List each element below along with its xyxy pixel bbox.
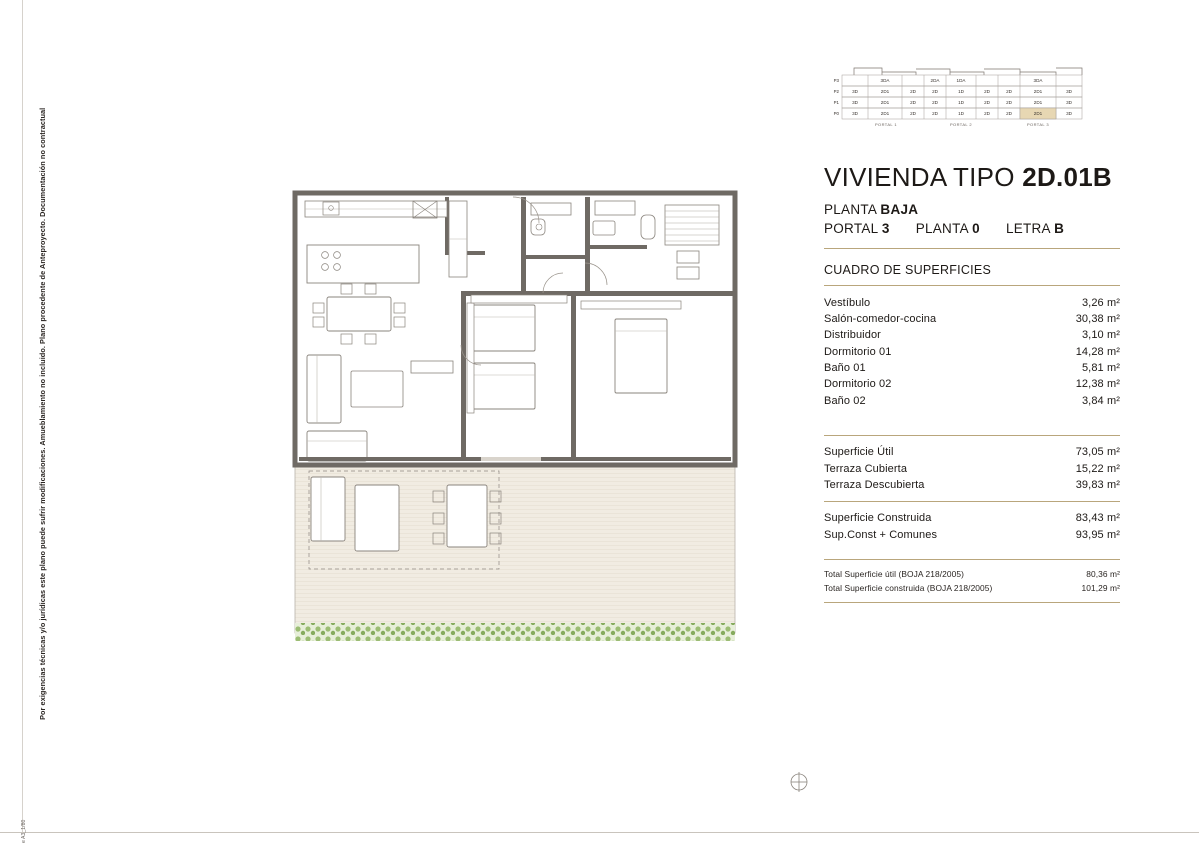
room-area: 3,84 m²: [1081, 394, 1120, 407]
svg-text:2D: 2D: [1006, 89, 1012, 94]
svg-text:P1: P1: [833, 100, 839, 105]
svg-text:P0: P0: [833, 111, 839, 116]
svg-text:P3: P3: [833, 78, 839, 83]
floor-plan-drawing: [285, 185, 745, 645]
table-row: [824, 477, 1120, 493]
svg-text:1D: 1D: [958, 89, 964, 94]
svg-text:PORTAL 2: PORTAL 2: [949, 122, 973, 127]
room-name: Dormitorio 02: [824, 378, 892, 391]
svg-text:1D: 1D: [958, 100, 964, 105]
sheet-border-bottom: [0, 832, 1199, 833]
svg-text:3D: 3D: [852, 100, 858, 105]
svg-text:3DA: 3DA: [1033, 78, 1043, 83]
svg-text:2D: 2D: [910, 89, 916, 94]
table-row: [824, 568, 1120, 581]
information-panel: [824, 60, 1120, 611]
total-value: 73,05 m²: [1075, 446, 1120, 459]
room-area: 5,81 m²: [1081, 362, 1120, 375]
room-name: Baño 02: [824, 394, 866, 407]
svg-text:2D: 2D: [1006, 111, 1012, 116]
letra-label: LETRA: [1005, 221, 1051, 236]
table-row: [824, 294, 1120, 310]
divider-accent-1: [824, 248, 1120, 249]
table-row: [824, 311, 1120, 327]
svg-text:2D1: 2D1: [880, 89, 890, 94]
key-plan-diagram: [824, 60, 1110, 132]
total-value: 15,22 m²: [1075, 462, 1120, 475]
boja-name: Total Superficie útil (BOJA 218/2005): [824, 569, 964, 580]
svg-text:2D1: 2D1: [880, 111, 890, 116]
letra-value: B: [1054, 221, 1065, 236]
table-row: [824, 327, 1120, 343]
total-name: Superficie Útil: [824, 446, 894, 459]
planta-value: 0: [972, 221, 980, 236]
svg-text:2D: 2D: [984, 111, 990, 116]
table-row: [824, 581, 1120, 594]
divider-accent-2: [824, 285, 1120, 286]
total-value: 39,83 m²: [1075, 478, 1120, 491]
room-name: Dormitorio 01: [824, 345, 892, 358]
floor-value: BAJA: [880, 202, 919, 217]
room-area: 14,28 m²: [1075, 345, 1120, 358]
table-row: [824, 510, 1120, 526]
totals-useful-table: [824, 444, 1120, 493]
boja-totals-table: [824, 568, 1120, 594]
svg-text:2D: 2D: [984, 100, 990, 105]
svg-text:2D: 2D: [910, 100, 916, 105]
totals-built-table: [824, 510, 1120, 543]
svg-text:2D: 2D: [1006, 100, 1012, 105]
svg-text:2DA: 2DA: [930, 78, 940, 83]
svg-text:2D1: 2D1: [880, 100, 890, 105]
svg-text:2D: 2D: [910, 111, 916, 116]
areas-section-title: CUADRO DE SUPERFICIES: [824, 263, 992, 278]
divider-accent-6: [824, 602, 1120, 603]
room-area: 12,38 m²: [1075, 378, 1120, 391]
portal-label: PORTAL: [824, 221, 878, 236]
table-row: [824, 444, 1120, 460]
floor-line: [824, 202, 1120, 217]
svg-text:3D: 3D: [1066, 89, 1072, 94]
divider-accent-3: [824, 435, 1120, 436]
table-row: [824, 376, 1120, 392]
total-name: Superficie Construida: [824, 512, 932, 525]
room-area: 3,10 m²: [1081, 329, 1120, 342]
floor-label: PLANTA: [824, 202, 877, 217]
total-value: 83,43 m²: [1075, 512, 1120, 525]
room-areas-table: [824, 294, 1120, 409]
room-name: Distribuidor: [824, 329, 881, 342]
boja-value: 80,36 m²: [1086, 569, 1120, 580]
table-row: [824, 344, 1120, 360]
page-title: [824, 162, 1120, 193]
portal-line: [824, 221, 1120, 236]
legal-disclaimer: Por exigencias técnicas y/o jurídicas este plano puede sufrir modificaciones. Amueblamiento no incluido. Plano procedente de Anteproyecto. Documentación no contractual: [38, 107, 48, 720]
svg-text:3D: 3D: [852, 89, 858, 94]
svg-text:3D: 3D: [852, 111, 858, 116]
portal-value: 3: [881, 221, 890, 236]
svg-text:1DA: 1DA: [956, 78, 966, 83]
total-name: Terraza Cubierta: [824, 462, 908, 475]
boja-name: Total Superficie construida (BOJA 218/2005): [824, 582, 993, 593]
dwelling-type-code: 2D.01B: [1022, 162, 1112, 192]
svg-text:PORTAL 1: PORTAL 1: [874, 122, 898, 127]
svg-text:1D: 1D: [958, 111, 964, 116]
room-name: Vestíbulo: [824, 296, 871, 309]
table-row: [824, 460, 1120, 476]
table-row: [824, 527, 1120, 543]
dwelling-type-label: VIVIENDA TIPO: [824, 162, 1015, 192]
total-name: Sup.Const + Comunes: [824, 528, 938, 541]
divider-accent-5: [824, 559, 1120, 560]
north-compass-icon: [787, 770, 811, 794]
planta-label: PLANTA: [915, 221, 969, 236]
svg-text:2D1: 2D1: [1033, 111, 1043, 116]
room-name: Salón-comedor-cocina: [824, 312, 937, 325]
svg-text:P2: P2: [833, 89, 839, 94]
svg-text:2D: 2D: [932, 111, 938, 116]
room-name: Baño 01: [824, 362, 866, 375]
svg-text:2D: 2D: [984, 89, 990, 94]
table-row: [824, 393, 1120, 409]
svg-text:3D: 3D: [1066, 111, 1072, 116]
svg-text:2D1: 2D1: [1033, 100, 1043, 105]
svg-text:3DA: 3DA: [880, 78, 890, 83]
total-value: 93,95 m²: [1075, 528, 1120, 541]
room-area: 30,38 m²: [1075, 312, 1120, 325]
divider-accent-4: [824, 501, 1120, 502]
svg-text:2D: 2D: [932, 100, 938, 105]
scale-note: e A3_1/80: [21, 819, 27, 843]
svg-text:2D: 2D: [932, 89, 938, 94]
boja-value: 101,29 m²: [1081, 582, 1120, 593]
svg-text:3D: 3D: [1066, 100, 1072, 105]
svg-text:2D1: 2D1: [1033, 89, 1043, 94]
svg-text:PORTAL 3: PORTAL 3: [1026, 122, 1050, 127]
table-row: [824, 360, 1120, 376]
room-area: 3,26 m²: [1081, 296, 1120, 309]
total-name: Terraza Descubierta: [824, 478, 925, 491]
